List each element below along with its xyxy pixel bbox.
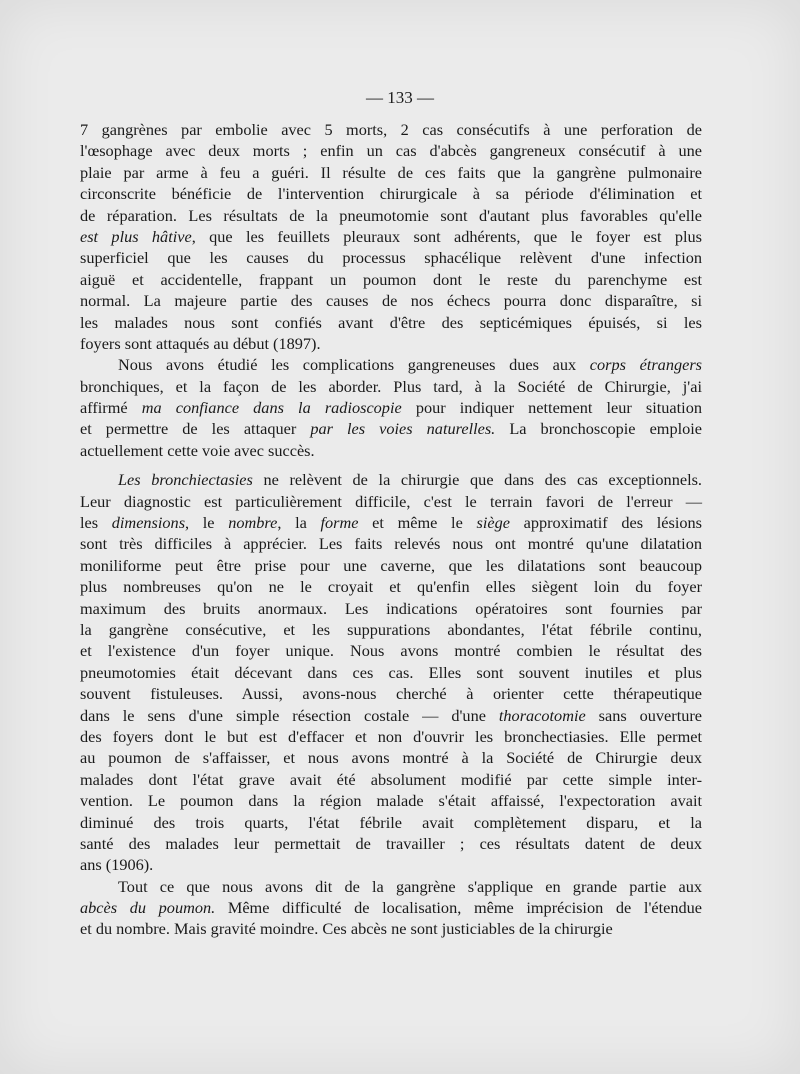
text-segment: circonscrite bénéficie de l'intervention chirurgicale à sa période d'élimination et — [80, 184, 702, 204]
text-segment: , le — [185, 513, 229, 533]
text-segment: pneumotomies était décevant dans ces cas. Elles sont souvent inutiles et plus — [80, 662, 702, 682]
text-line — [80, 854, 702, 875]
text-segment: ans (1906). — [80, 855, 154, 875]
text-segment: maximum des bruits anormaux. Les indications opératoires sont fournies par — [80, 598, 702, 618]
text-line — [80, 790, 702, 811]
text-line — [80, 662, 702, 683]
text-line — [80, 119, 702, 140]
text-segment: moniliforme peut être prise pour une caverne, que les dilatations sont beaucoup — [80, 555, 702, 575]
text-line — [80, 897, 702, 918]
text-segment: affirmé — [80, 398, 142, 418]
text-segment: de réparation. Les résultats de la pneumotomie sont d'autant plus favorables qu'elle — [80, 205, 702, 225]
text-line — [80, 512, 702, 533]
text-line — [80, 226, 702, 247]
text-segment: actuellement cette voie avec succès. — [80, 440, 315, 460]
text-segment: Leur diagnostic est particulièrement difficile, c'est le terrain favori de l'erreur — — [80, 491, 702, 511]
italic-segment: siège — [476, 513, 510, 533]
text-line — [80, 269, 702, 290]
text-segment: l'œsophage avec deux morts ; enfin un cas d'abcès gangreneux consécutif à une — [80, 141, 702, 161]
text-segment: et l'existence d'un foyer unique. Nous avons montré combien le résultat des — [80, 641, 702, 661]
text-line — [80, 747, 702, 768]
text-line — [80, 247, 702, 268]
text-segment: pour indiquer nettement leur situation — [401, 398, 702, 418]
text-line — [80, 162, 702, 183]
text-segment: , que les feuillets pleuraux sont adhérents, que le foyer est plus — [191, 226, 702, 246]
text-segment: Nous avons étudié les complications gangreneuses dues aux — [118, 355, 590, 375]
text-line — [80, 640, 702, 661]
italic-segment: Les bronchiectasies — [118, 470, 253, 490]
text-line — [80, 491, 702, 512]
text-segment: La bronchoscopie emploie — [495, 419, 703, 439]
text-segment: 7 gangrènes par embolie avec 5 morts, 2 cas consécutifs à une perforation de — [80, 120, 702, 139]
text-segment: approximatif des lésions — [509, 513, 702, 533]
italic-segment: forme — [320, 513, 359, 533]
text-segment: et permettre de les attaquer — [80, 419, 311, 439]
text-segment: dans le sens d'une simple résection costale — d'une — [80, 705, 499, 725]
text-segment: , la — [277, 513, 321, 533]
text-segment: ne relèvent de la chirurgie que dans des cas exceptionnels. — [252, 470, 702, 490]
text-line — [80, 812, 702, 833]
text-line — [80, 533, 702, 554]
text-segment: santé des malades leur permettait de travailler ; ces résultats datent de deux — [80, 833, 702, 853]
text-segment: normal. La majeure partie des causes de nos échecs pourra donc disparaître, si — [80, 291, 702, 311]
italic-segment: abcès du poumon. — [80, 898, 216, 918]
text-segment: diminué des trois quarts, l'état fébrile avait complètement disparu, et la — [80, 812, 702, 832]
text-line — [80, 769, 702, 790]
italic-segment: nombre — [228, 513, 278, 533]
text-segment: sans ouverture — [585, 705, 703, 725]
text-line — [80, 705, 702, 726]
text-segment: bronchiques, et la façon de les aborder. Plus tard, à la Société de Chirurgie, j'ai — [80, 376, 702, 396]
text-line — [80, 205, 702, 226]
text-line — [80, 290, 702, 311]
text-segment: et même le — [358, 513, 477, 533]
text-line — [80, 555, 702, 576]
text-segment: vention. Le poumon dans la région malade s'était affaissé, l'expectoration avait — [80, 791, 702, 811]
text-segment: souvent fistuleuses. Aussi, avons-nous cherché à orienter cette thérapeutique — [80, 684, 702, 704]
text-segment: la gangrène consécutive, et les suppurations abondantes, l'état fébrile continu, — [80, 619, 702, 639]
text-segment: au poumon de s'affaisser, et nous avons montré à la Société de Chirurgie deux — [80, 748, 702, 768]
text-segment: plaie par arme à feu a guéri. Il résulte de ces faits que la gangrène pulmonaire — [80, 162, 702, 182]
text-segment: malades dont l'état grave avait été absolument modifié par cette simple inter- — [80, 769, 702, 789]
text-line — [80, 333, 702, 354]
text-line — [80, 418, 702, 439]
text-line — [80, 876, 702, 897]
text-line — [80, 183, 702, 204]
italic-segment: thoracotomie — [498, 705, 586, 725]
text-line — [80, 683, 702, 704]
text-segment: aiguë et accidentelle, frappant un poumon dont le reste du parenchyme est — [80, 269, 702, 289]
text-segment: Tout ce que nous avons dit de la gangrène s'applique en grande partie aux — [118, 876, 702, 896]
italic-segment: corps étrangers — [589, 355, 702, 375]
text-segment: foyers sont attaqués au début (1897). — [80, 333, 321, 353]
text-segment: les — [80, 513, 112, 533]
italic-segment: est plus hâtive — [80, 226, 192, 246]
text-line — [80, 140, 702, 161]
text-line — [80, 376, 702, 397]
text-line — [80, 440, 702, 461]
italic-segment: par les voies naturelles. — [310, 419, 496, 439]
text-line — [80, 354, 702, 375]
text-line — [80, 726, 702, 747]
text-segment: des foyers dont le but est d'effacer et non d'ouvrir les bronchectiasies. Elle permet — [80, 726, 702, 746]
text-segment: et du nombre. Mais gravité moindre. Ces abcès ne sont justiciables de la chirurgie — [80, 919, 613, 939]
text-line — [80, 576, 702, 597]
text-segment: superficiel que les causes du processus sphacélique relèvent d'une infection — [80, 248, 702, 268]
text-segment: sont très difficiles à apprécier. Les faits relevés nous ont montré qu'une dilatation — [80, 534, 702, 554]
text-line — [80, 833, 702, 854]
text-segment: plus nombreuses qu'on ne le croyait et qu'enfin elles siègent loin du foyer — [80, 577, 702, 597]
text-segment: Même difficulté de localisation, même imprécision de l'étendue — [215, 898, 702, 918]
italic-segment: ma confiance dans la radioscopie — [141, 398, 402, 418]
text-line — [80, 397, 702, 418]
text-line — [80, 598, 702, 619]
body-text — [80, 119, 702, 940]
text-segment: les malades nous sont confiés avant d'être des septicémiques épuisés, si les — [80, 312, 702, 332]
page-number: — 133 — — [366, 88, 434, 107]
text-line — [80, 619, 702, 640]
text-line — [80, 469, 702, 490]
text-line — [80, 312, 702, 333]
italic-segment: dimensions — [111, 513, 186, 533]
text-line — [80, 918, 702, 939]
